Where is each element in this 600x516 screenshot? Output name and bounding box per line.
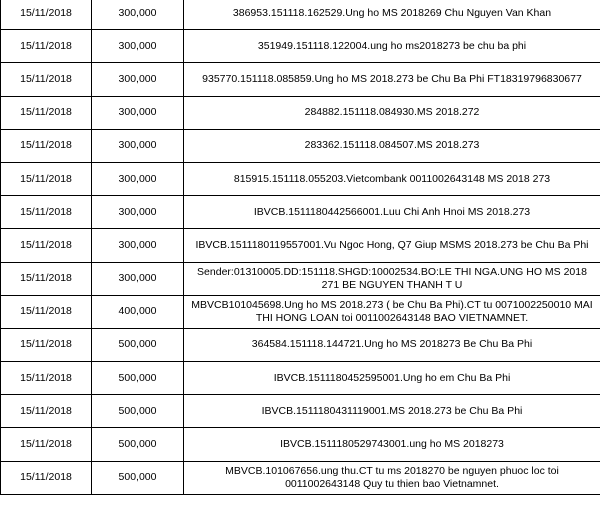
table-row <box>1 129 600 162</box>
amount-cell: 300,000 <box>92 63 184 96</box>
table-row <box>1 96 600 129</box>
amount-cell: 300,000 <box>92 96 184 129</box>
amount-cell: 300,000 <box>92 0 184 30</box>
description-cell: MBVCB.101067656.ung thu.CT tu ms 2018270 be nguyen phuoc loc toi 0011002643148 Quy tu thien bao Vietnamnet. <box>184 461 600 494</box>
description-cell: IBVCB.1511180529743001.ung ho MS 2018273 <box>184 428 600 461</box>
amount-cell: 300,000 <box>92 262 184 295</box>
date-cell: 15/11/2018 <box>1 295 92 328</box>
description-cell: 283362.151118.084507.MS 2018.273 <box>184 129 600 162</box>
description-cell: Sender:01310005.DD:151118.SHGD:10002534.BO:LE THI NGA.UNG HO MS 2018 271 BE NGUYEN THANH T U <box>184 262 600 295</box>
description-cell: 935770.151118.085859.Ung ho MS 2018.273 be Chu Ba Phi FT18319796830677 <box>184 63 600 96</box>
date-cell: 15/11/2018 <box>1 0 92 30</box>
amount-cell: 500,000 <box>92 461 184 494</box>
amount-cell: 300,000 <box>92 129 184 162</box>
date-cell: 15/11/2018 <box>1 196 92 229</box>
description-cell: 386953.151118.162529.Ung ho MS 2018269 Chu Nguyen Van Khan <box>184 0 600 30</box>
table-row <box>1 63 600 96</box>
date-cell: 15/11/2018 <box>1 129 92 162</box>
description-cell: 364584.151118.144721.Ung ho MS 2018273 Be Chu Ba Phi <box>184 328 600 361</box>
table-row <box>1 196 600 229</box>
date-cell: 15/11/2018 <box>1 63 92 96</box>
date-cell: 15/11/2018 <box>1 461 92 494</box>
date-cell: 15/11/2018 <box>1 262 92 295</box>
table-row <box>1 328 600 361</box>
amount-cell: 300,000 <box>92 229 184 262</box>
date-cell: 15/11/2018 <box>1 96 92 129</box>
table-row <box>1 395 600 428</box>
table-row <box>1 229 600 262</box>
description-cell: 815915.151118.055203.Vietcombank 0011002643148 MS 2018 273 <box>184 162 600 195</box>
date-cell: 15/11/2018 <box>1 162 92 195</box>
table-row <box>1 295 600 328</box>
amount-cell: 400,000 <box>92 295 184 328</box>
amount-cell: 500,000 <box>92 428 184 461</box>
table-row <box>1 262 600 295</box>
description-cell: IBVCB.1511180119557001.Vu Ngoc Hong, Q7 Giup MSMS 2018.273 be Chu Ba Phi <box>184 229 600 262</box>
table-row <box>1 30 600 63</box>
amount-cell: 300,000 <box>92 196 184 229</box>
amount-cell: 300,000 <box>92 30 184 63</box>
description-cell: MBVCB101045698.Ung ho MS 2018.273 ( be Chu Ba Phi).CT tu 0071002250010 MAI THI HONG LOAN toi 0011002643148 BAO VIETNAMNET. <box>184 295 600 328</box>
donation-table-body <box>1 0 600 494</box>
date-cell: 15/11/2018 <box>1 395 92 428</box>
description-cell: IBVCB.1511180452595001.Ung ho em Chu Ba Phi <box>184 362 600 395</box>
description-cell: 351949.151118.122004.ung ho ms2018273 be chu ba phi <box>184 30 600 63</box>
amount-cell: 500,000 <box>92 362 184 395</box>
date-cell: 15/11/2018 <box>1 30 92 63</box>
table-row <box>1 162 600 195</box>
date-cell: 15/11/2018 <box>1 362 92 395</box>
table-row <box>1 461 600 494</box>
date-cell: 15/11/2018 <box>1 328 92 361</box>
date-cell: 15/11/2018 <box>1 428 92 461</box>
amount-cell: 500,000 <box>92 328 184 361</box>
table-row <box>1 362 600 395</box>
description-cell: IBVCB.1511180442566001.Luu Chi Anh Hnoi MS 2018.273 <box>184 196 600 229</box>
table-row <box>1 0 600 30</box>
amount-cell: 500,000 <box>92 395 184 428</box>
description-cell: 284882.151118.084930.MS 2018.272 <box>184 96 600 129</box>
date-cell: 15/11/2018 <box>1 229 92 262</box>
description-cell: IBVCB.1511180431119001.MS 2018.273 be Chu Ba Phi <box>184 395 600 428</box>
amount-cell: 300,000 <box>92 162 184 195</box>
table-row <box>1 428 600 461</box>
